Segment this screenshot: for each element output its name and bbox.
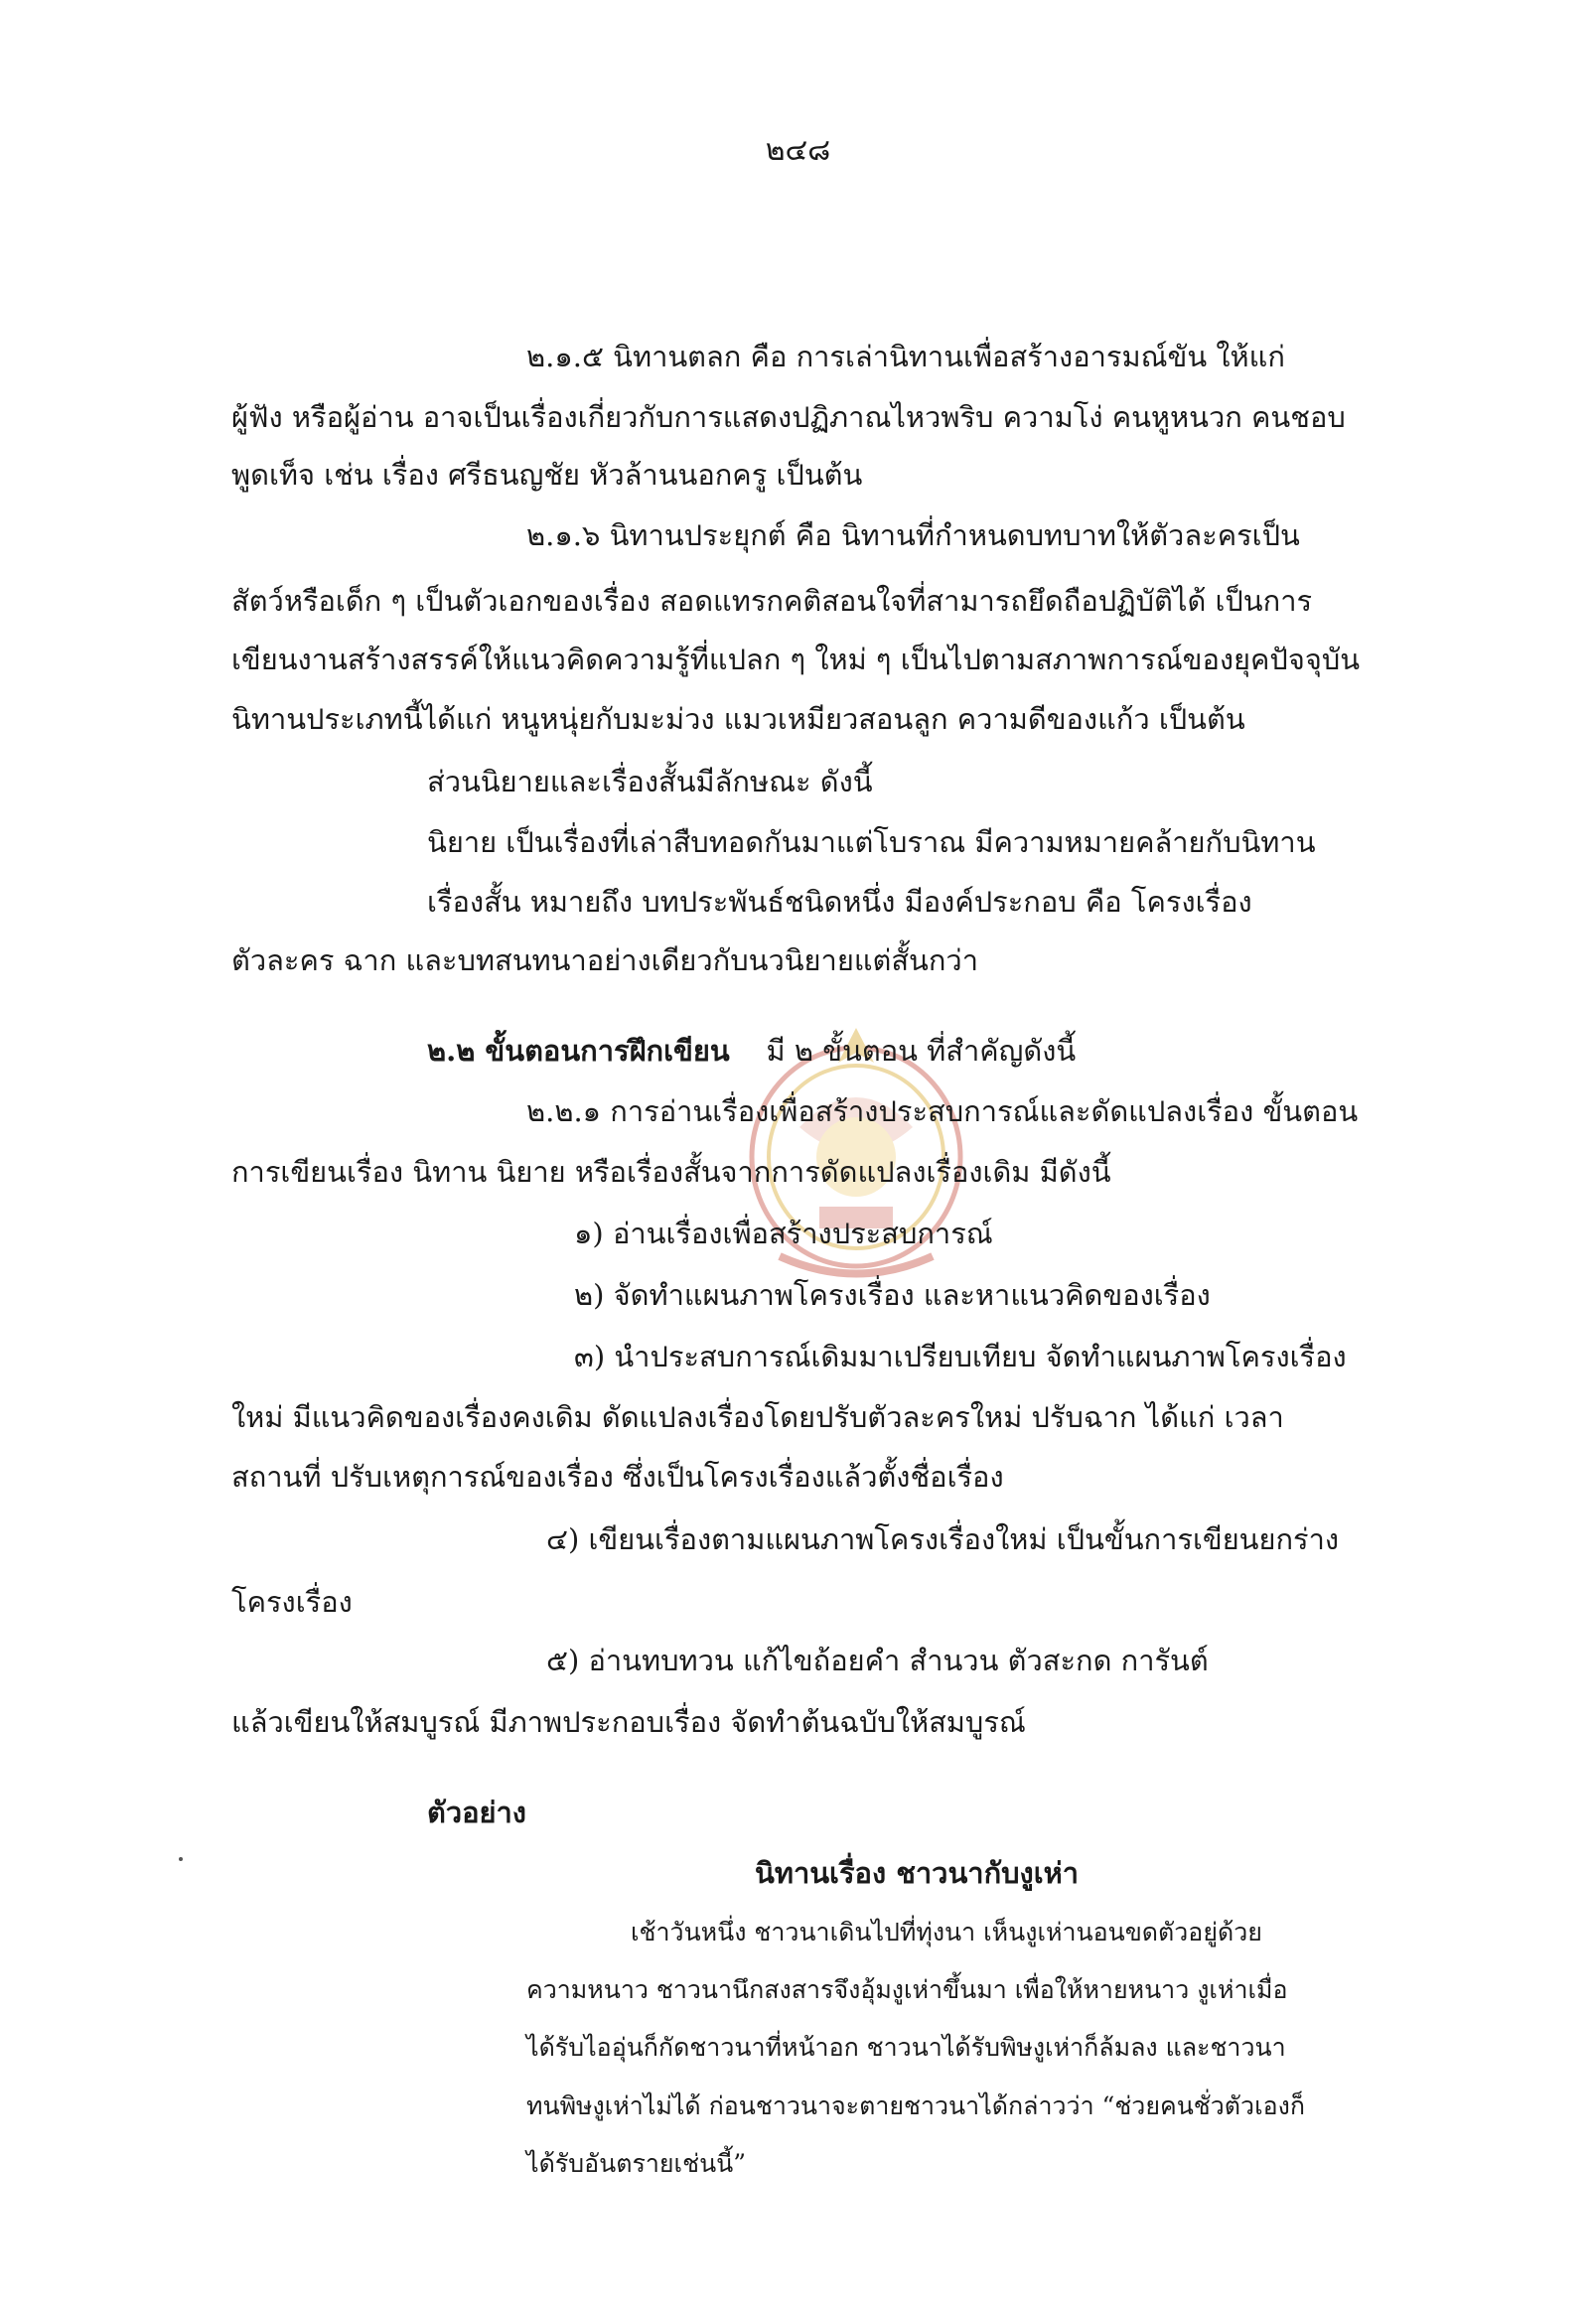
section-2-1-6-line-1: ๒.๑.๖ นิทานประยุกต์ คือ นิทานที่กำหนดบทบาทให้ตัวละครเป็น [526, 518, 1300, 552]
example-story-line-5: ได้รับอันตรายเช่นนี้” [526, 2149, 747, 2178]
short-story-line-2: ตัวละคร ฉาก และบทสนทนาอย่างเดียวกับนวนิยายแต่สั้นกว่า [231, 943, 979, 977]
step-5-line-2: แล้วเขียนให้สมบูรณ์ มีภาพประกอบเรื่อง จัดทำต้นฉบับให้สมบูรณ์ [231, 1705, 1026, 1739]
section-2-2-1-line-2: การเขียนเรื่อง นิทาน นิยาย หรือเรื่องสั้นจากการดัดแปลงเรื่องเดิม มีดังนี้ [231, 1155, 1111, 1189]
section-2-2-1-line-1: ๒.๒.๑ การอ่านเรื่องเพื่อสร้างประสบการณ์และดัดแปลงเรื่อง ขั้นตอน [526, 1094, 1359, 1128]
section-2-1-6-line-3: เขียนงานสร้างสรรค์ให้แนวคิดความรู้ที่แปลก ๆ ใหม่ ๆ เป็นไปตามสภาพการณ์ของยุคปัจจุบัน [231, 643, 1361, 676]
section-2-2-heading-row [427, 1031, 1076, 1071]
section-2-2-heading-rest: มี ๒ ขั้นตอน ที่สำคัญดังนี้ [766, 1034, 1077, 1068]
page-number: ๒๔๘ [765, 133, 831, 168]
section-2-1-5-line-3: พูดเท็จ เช่น เรื่อง ศรีธนญชัย หัวล้านนอกครู เป็นต้น [231, 458, 863, 492]
example-story-title: นิทานเรื่อง ชาวนากับงูเห่า [755, 1856, 1080, 1890]
step-5-line-1: ๕) อ่านทบทวน แก้ไขถ้อยคำ สำนวน ตัวสะกด การันต์ [546, 1644, 1209, 1677]
example-story-line-1: เช้าวันหนึ่ง ชาวนาเดินไปที่ทุ่งนา เห็นงูเห่านอนขดตัวอยู่ด้วย [631, 1918, 1262, 1946]
step-2: ๒) จัดทำแผนภาพโครงเรื่อง และหาแนวคิดของเรื่อง [574, 1278, 1211, 1312]
example-story-line-4: ทนพิษงูเห่าไม่ได้ ก่อนชาวนาจะตายชาวนาได้กล่าวว่า “ช่วยคนชั่วตัวเองก็ [526, 2091, 1305, 2120]
short-story-line-1: เรื่องสั้น หมายถึง บทประพันธ์ชนิดหนึ่ง มีองค์ประกอบ คือ โครงเรื่อง [427, 885, 1252, 919]
section-2-1-5-line-2: ผู้ฟัง หรือผู้อ่าน อาจเป็นเรื่องเกี่ยวกับการแสดงปฏิภาณไหวพริบ ความโง่ คนหูหนวก คนชอบ [231, 400, 1346, 434]
scan-dot [179, 1857, 183, 1861]
novel-intro: ส่วนนิยายและเรื่องสั้นมีลักษณะ ดังนี้ [427, 765, 873, 798]
novel-definition: นิยาย เป็นเรื่องที่เล่าสืบทอดกันมาแต่โบราณ มีความหมายคล้ายกับนิทาน [427, 825, 1316, 859]
example-label: ตัวอย่าง [427, 1796, 526, 1829]
section-2-1-5-line-1: ๒.๑.๕ นิทานตลก คือ การเล่านิทานเพื่อสร้างอารมณ์ขัน ให้แก่ [526, 340, 1285, 373]
step-3-line-3: สถานที่ ปรับเหตุการณ์ของเรื่อง ซึ่งเป็นโครงเรื่องแล้วตั้งชื่อเรื่อง [231, 1460, 1004, 1494]
step-3-line-2: ใหม่ มีแนวคิดของเรื่องคงเดิม ดัดแปลงเรื่องโดยปรับตัวละครใหม่ ปรับฉาก ได้แก่ เวลา [231, 1400, 1284, 1434]
step-4-line-2: โครงเรื่อง [231, 1585, 353, 1619]
step-4-line-1: ๔) เขียนเรื่องตามแผนภาพโครงเรื่องใหม่ เป็นขั้นการเขียนยกร่าง [546, 1522, 1340, 1556]
step-1: ๑) อ่านเรื่องเพื่อสร้างประสบการณ์ [574, 1217, 993, 1250]
example-story-line-2: ความหนาว ชาวนานึกสงสารจึงอุ้มงูเห่าขึ้นมา เพื่อให้หายหนาว งูเห่าเมื่อ [526, 1975, 1288, 2004]
section-2-2-heading: ๒.๒ ขั้นตอนการฝึกเขียน [427, 1034, 730, 1068]
example-story-line-3: ได้รับไออุ่นก็กัดชาวนาที่หน้าอก ชาวนาได้รับพิษงูเห่าก็ล้มลง และชาวนา [526, 2033, 1286, 2062]
step-3-line-1: ๓) นำประสบการณ์เดิมมาเปรียบเทียบ จัดทำแผนภาพโครงเรื่อง [574, 1340, 1347, 1373]
section-2-1-6-line-2: สัตว์หรือเด็ก ๆ เป็นตัวเอกของเรื่อง สอดแทรกคติสอนใจที่สามารถยึดถือปฏิบัติได้ เป็นการ [231, 584, 1313, 618]
section-2-1-6-line-4: นิทานประเภทนี้ได้แก่ หนูหนุ่ยกับมะม่วง แมวเหมียวสอนลูก ความดีของแก้ว เป็นต้น [231, 702, 1245, 736]
